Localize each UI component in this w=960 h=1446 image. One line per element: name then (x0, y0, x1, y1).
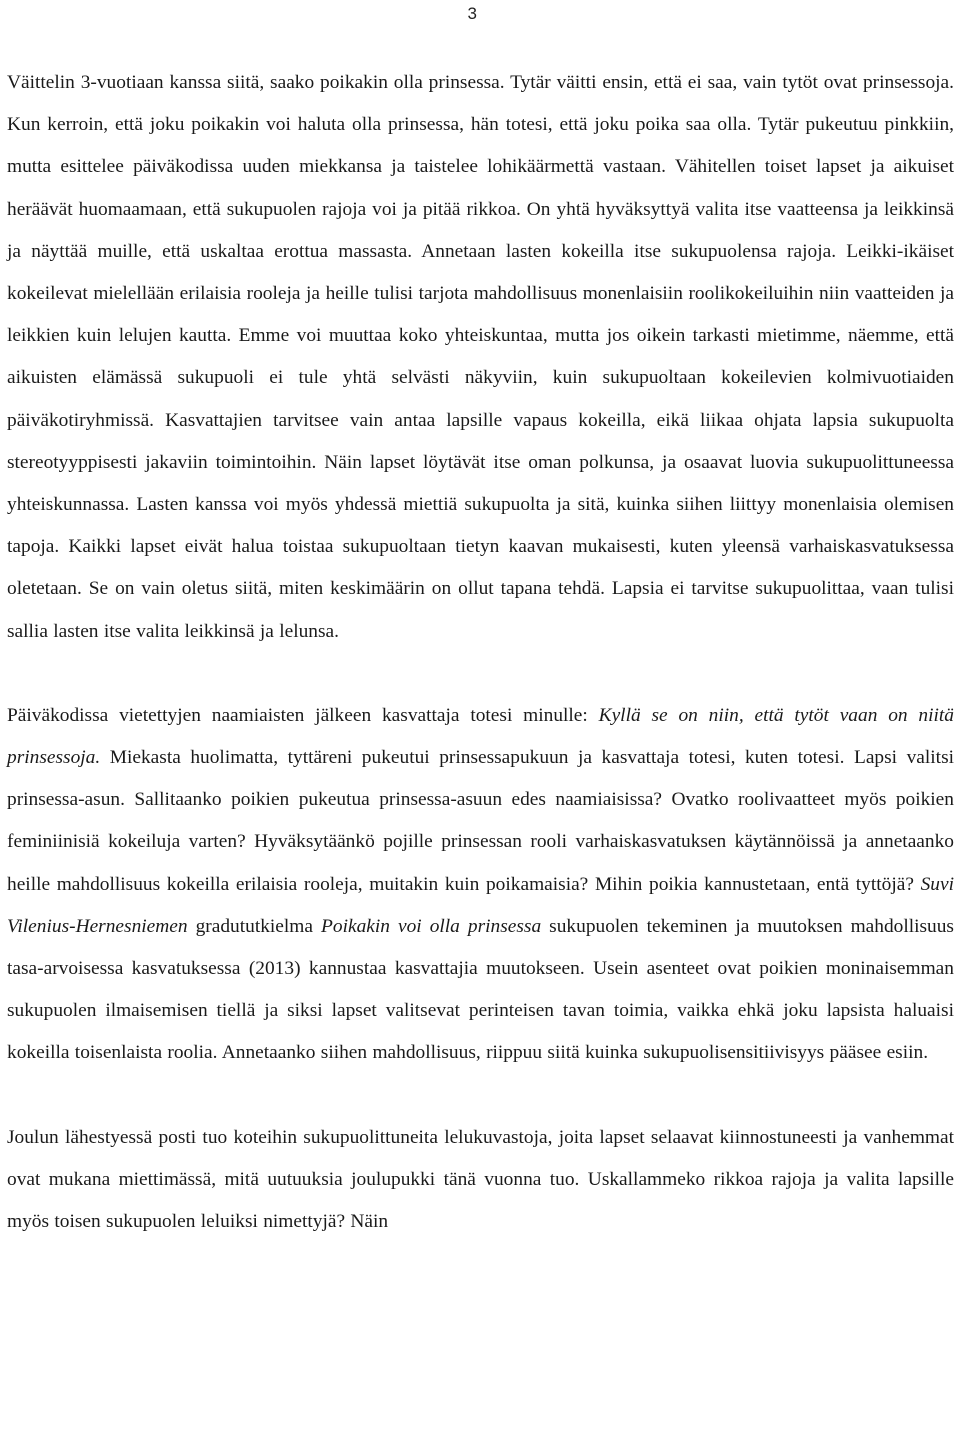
paragraph-2-text: Päiväkodissa vietettyjen naamiaisten jälkeen kasvattaja totesi minulle: (7, 704, 599, 726)
paragraph-1 (7, 62, 954, 653)
paragraph-2-text: gradututkielma (187, 915, 322, 937)
document-body (7, 62, 954, 1243)
author-name-italic: Suvi Vilenius-Hernesniemen (7, 873, 954, 937)
paragraph-1-text: Väittelin 3-vuotiaan kanssa siitä, saako poikakin olla prinsessa. Tytär väitti ensin, että ei saa, vain tytöt ovat prinsessoja. Kun kerroin, että joku poikakin voi haluta olla prinsessa, hän totesi, että joku poika saa olla. Tytär pukeutuu pinkkiin, mutta esittelee päiväkodissa uuden miekkansa ja taistelee lohikäärmettä vastaan. Vähitellen toiset lapset ja aikuiset heräävät huomaamaan, että sukupuolen rajoja voi ja pitää rikkoa. On yhtä hyväksyttyä valita itse vaatteensa ja leikkinsä ja näyttää muille, että uskaltaa erottua massasta. Annetaan lasten kokeilla itse sukupuolensa rajoja. Leikki-ikäiset kokeilevat mielellään erilaisia rooleja ja heille tulisi tarjota mahdollisuus monenlaisiin roolikokeiluihin niin vaatteiden ja leikkien kuin lelujen kautta. Emme voi muuttaa koko yhteiskuntaa, mutta jos oikein tarkasti mietimme, näemme, että aikuisten elämässä sukupuoli ei tule yhtä selvästi näkyviin, kuin sukupuoltaan kokeilevien kolmivuotiaiden päiväkotiryhmissä. Kasvattajien tarvitsee vain antaa lapsille vapaus kokeilla, eikä liikaa ohjata lapsia sukupuolta stereotyyppisesti jakaviin toimintoihin. Näin lapset löytävät itse oman polkunsa, ja osaavat luovia sukupuolittuneessa yhteiskunnassa. Lasten kanssa voi myös yhdessä miettiä sukupuolta ja sitä, kuinka siihen liittyy monenlaisia olemisen tapoja. Kaikki lapset eivät halua toistaa sukupuoltaan tietyn kaavan mukaisesti, kuten yleensä varhaiskasvatuksessa oletetaan. Se on vain oletus siitä, miten keskimäärin on ollut tapana tehdä. Lapsia ei tarvitse sukupuolittaa, vaan tulisi sallia lasten itse valita leikkinsä ja lelunsa. (7, 72, 954, 642)
paragraph-2 (7, 695, 954, 1075)
paragraph-2-text: sukupuolen tekeminen ja muutoksen mahdollisuus tasa-arvoisessa kasvatuksessa (2013) kannustaa kasvattajia muutokseen. Usein asenteet ovat poikien moninaisemman sukupuolen ilmaisemisen tiellä ja siksi lapset valitsevat perinteisen tavan toimia, vaikka ehkä joku lapsista haluaisi kokeilla toisenlaista roolia. Annetaanko siihen mahdollisuus, riippuu siitä kuinka sukupuolisensitiivisyys pääsee esiin. (7, 915, 954, 1064)
paragraph-3-text: Joulun lähestyessä posti tuo koteihin sukupuolittuneita lelukuvastoja, joita lapset selaavat kiinnostuneesti ja vanhemmat ovat mukana miettimässä, mitä uutuuksia joulupukki tänä vuonna tuo. Uskallammeko rikkoa rajoja ja valita lapsille myös toisen sukupuolen leluiksi nimettyjä? Näin (7, 1126, 954, 1233)
paragraph-3 (7, 1117, 954, 1244)
quote-italic: Kyllä se on niin, että tytöt vaan on niitä prinsessoja. (7, 704, 954, 769)
thesis-title-italic: Poikakin voi olla prinsessa (321, 915, 542, 937)
page-number: 3 (467, 4, 477, 23)
paragraph-2-text: Miekasta huolimatta, tyttäreni pukeutui prinsessapukuun ja kasvattaja totesi, kuten totesi. Lapsi valitsi prinsessa-asun. Sallitaanko poikien pukeutua prinsessa-asuun edes naamiaisissa? Ovatko roolivaatteet myös poikien feminiinisiä kokeiluja varten? Hyväksytäänkö pojille prinsessan rooli varhaiskasvatuksen käytännöissä ja annetaanko heille mahdollisuus kokeilla erilaisia rooleja, muitakin kuin poikamaisia? Mihin poikia kannustetaan, entä tyttöjä? (7, 747, 954, 895)
